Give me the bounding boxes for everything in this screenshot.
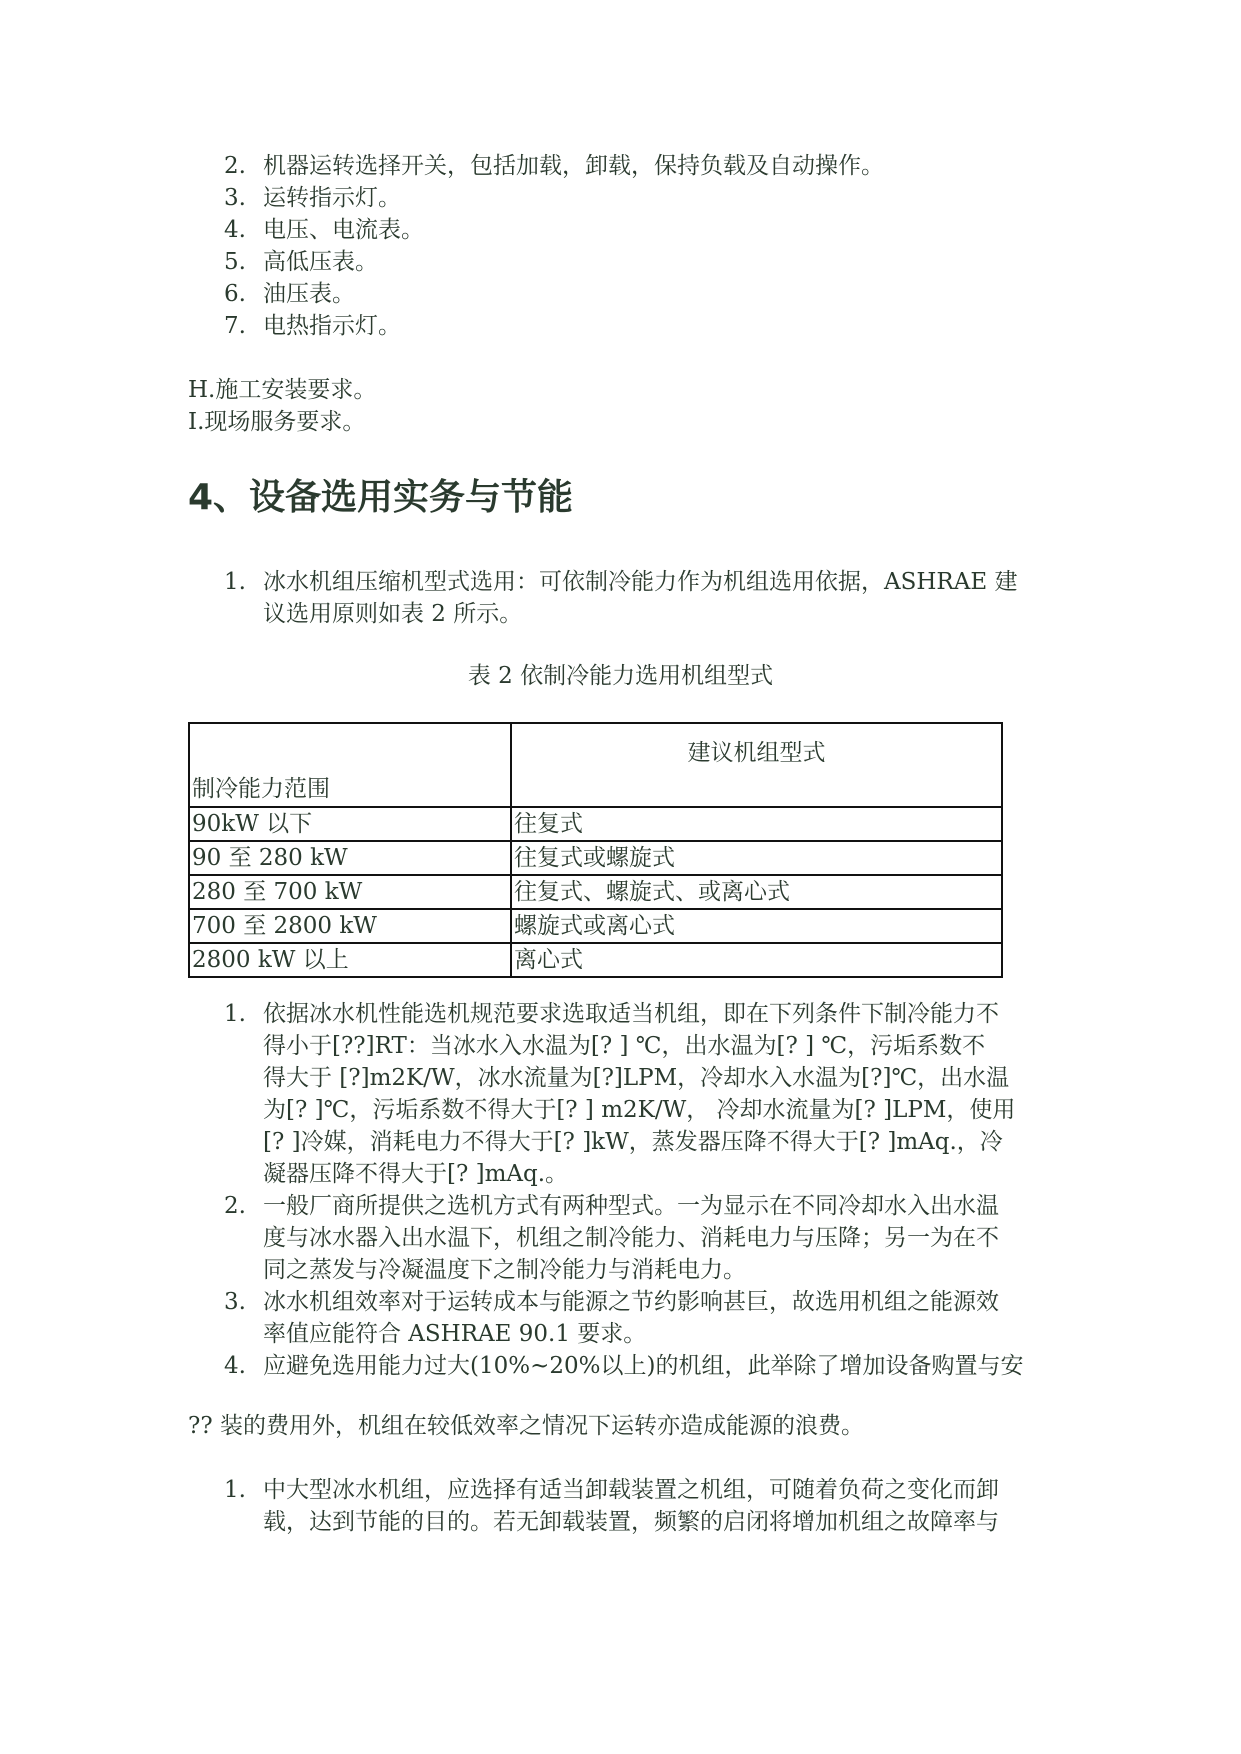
capacity-table (188, 722, 1003, 978)
table-cell: 往复式或螺旋式 (511, 841, 1002, 875)
list-item-text: 电压、电流表。 (263, 217, 424, 243)
paragraph-line: [? ]冷媒，消耗电力不得大于[? ]kW，蒸发器压降不得大于[? ]mAq.，冷 (263, 1129, 1003, 1155)
table-row (189, 909, 1002, 943)
list-item-text: 油压表。 (263, 281, 355, 307)
table-cell: 往复式、螺旋式、或离心式 (511, 875, 1002, 909)
table-cell: 280 至 700 kW (189, 875, 511, 909)
list-number: 1. (224, 569, 246, 595)
paragraph-line: 同之蒸发与冷凝温度下之制冷能力与消耗电力。 (263, 1257, 746, 1283)
table-cell: 90kW 以下 (189, 807, 511, 841)
list-number: 4. (224, 1353, 246, 1379)
paragraph-line: 冰水机组效率对于运转成本与能源之节约影响甚巨，故选用机组之能源效 (263, 1289, 999, 1315)
paragraph-line: 冰水机组压缩机型式选用：可依制冷能力作为机组选用依据，ASHRAE 建 (263, 569, 1018, 595)
paragraph-line: 应避免选用能力过大(10%~20%以上)的机组，此举除了增加设备购置与安 (263, 1353, 1024, 1379)
table-row (189, 875, 1002, 909)
paragraph-line: 率值应能符合 ASHRAE 90.1 要求。 (263, 1321, 647, 1347)
table-header-cell: 制冷能力范围 (189, 723, 511, 807)
list-item-text: 机器运转选择开关，包括加载，卸载，保持负载及自动操作。 (263, 153, 884, 179)
paragraph-line: 度与冰水器入出水温下，机组之制冷能力、消耗电力与压降；另一为在不 (263, 1225, 999, 1251)
table-row (189, 841, 1002, 875)
table-cell: 离心式 (511, 943, 1002, 977)
list-number: 2. (224, 153, 246, 179)
list-number: 5. (224, 249, 246, 275)
paragraph-line: 议选用原则如表 2 所示。 (263, 601, 523, 627)
list-item-text: 运转指示灯。 (263, 185, 401, 211)
list-number: 6. (224, 281, 246, 307)
list-number: 3. (224, 185, 246, 211)
list-number: 7. (224, 313, 246, 339)
list-number: 3. (224, 1289, 246, 1315)
list-number: 1. (224, 1001, 246, 1027)
paragraph-line: 依据冰水机性能选机规范要求选取适当机组，即在下列条件下制冷能力不 (263, 1001, 999, 1027)
list-item-text: 高低压表。 (263, 249, 378, 275)
table-cell: 螺旋式或离心式 (511, 909, 1002, 943)
table-cell: 2800 kW 以上 (189, 943, 511, 977)
paragraph-line: 载，达到节能的目的。若无卸载装置，频繁的启闭将增加机组之故障率与 (263, 1509, 999, 1535)
table-header-row (189, 723, 1002, 807)
table-header-cell: 建议机组型式 (511, 723, 1002, 807)
table-cell: 90 至 280 kW (189, 841, 511, 875)
paragraph-line: 中大型冰水机组，应选择有适当卸载装置之机组，可随着负荷之变化而卸 (263, 1477, 999, 1503)
list-number: 1. (224, 1477, 246, 1503)
list-number: 4. (224, 217, 246, 243)
table-caption: 表 2 依制冷能力选用机组型式 (467, 663, 774, 689)
table-cell: 往复式 (511, 807, 1002, 841)
table-row (189, 807, 1002, 841)
paragraph-line: 得小于[??]RT：当冰水入水温为[? ] ℃，出水温为[? ] ℃，污垢系数不 (263, 1033, 986, 1059)
list-number: 2. (224, 1193, 246, 1219)
section-heading: 4、设备选用实务与节能 (188, 477, 574, 518)
continuation-line: ?? 装的费用外，机组在较低效率之情况下运转亦造成能源的浪费。 (188, 1413, 864, 1439)
paragraph-line: 凝器压降不得大于[? ]mAq.。 (263, 1161, 569, 1187)
item-i: I.现场服务要求。 (188, 409, 366, 435)
list-item-text: 电热指示灯。 (263, 313, 401, 339)
item-h: H.施工安装要求。 (188, 377, 377, 403)
paragraph-line: 得大于 [?]m2K/W，冰水流量为[?]LPM，冷却水入水温为[?]℃，出水温 (263, 1065, 1010, 1091)
table-cell: 700 至 2800 kW (189, 909, 511, 943)
paragraph-line: 一般厂商所提供之选机方式有两种型式。一为显示在不同冷却水入出水温 (263, 1193, 999, 1219)
paragraph-line: 为[? ]℃，污垢系数不得大于[? ] m2K/W， 冷却水流量为[? ]LPM，使用 (263, 1097, 1016, 1123)
table-row (189, 943, 1002, 977)
